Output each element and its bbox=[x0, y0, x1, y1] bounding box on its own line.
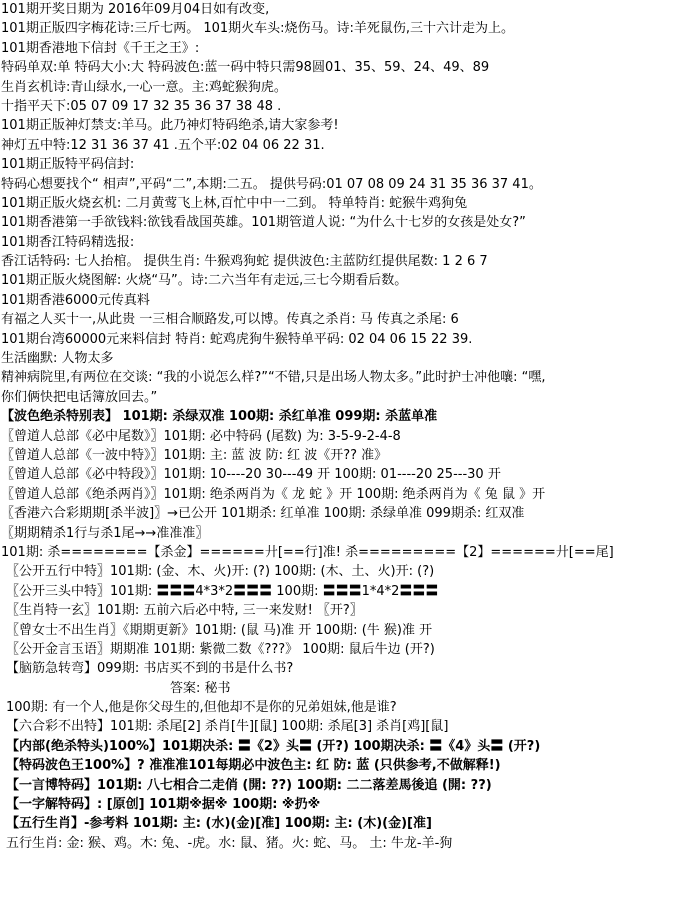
text-line: 101期正版火烧图解: 火烧“马”。诗:二六当年有走远,三七今期看后数。 bbox=[1, 273, 408, 289]
text-line: 101期香港地下信封《千王之王》: bbox=[1, 40, 200, 56]
text-line: 十指平天下:05 07 09 17 32 35 36 37 38 48 . bbox=[1, 98, 282, 114]
text-line: 101期正版特平码信封: bbox=[1, 157, 135, 173]
text-line: 【内部(绝杀特头)100%】101期决杀: 〓《2》头〓 (开?) 100期决杀: 〓《4》头〓 (开?) bbox=[6, 738, 541, 754]
text-line: 【一字解特码】: [原创] 101期※据※ 100期: ※扔※ bbox=[6, 797, 321, 813]
text-line: 101期正版四字梅花诗:三斤七两。 101期火车头:烧伤马。诗:羊死鼠伤,三十六计走为上。 bbox=[1, 21, 515, 37]
text-line: 〖香港六合彩期期[杀半波]〗→已公开 101期杀: 红单准 100期: 杀绿单准 099期杀: 红双准 bbox=[1, 506, 525, 522]
text-line: 精神病院里,有两位在交谈: “我的小说怎么样?”“不错,只是出场人物太多。”此时护士冲他嚷: “嘿, bbox=[1, 370, 546, 386]
text-line: 【波色绝杀特别表】 101期: 杀绿双准 100期: 杀红单准 099期: 杀蓝单准 bbox=[1, 409, 438, 425]
text-line: 〖曾女士不出生肖〗《期期更新》101期: (鼠 马)准 开 100期: (牛 猴)准 开 bbox=[6, 622, 433, 638]
text-line: 101期香港6000元传真料 bbox=[1, 292, 150, 308]
text-line: 生活幽默: 人物太多 bbox=[1, 351, 114, 367]
text-line: 神灯五中特:12 31 36 37 41 .五个平:02 04 06 22 31. bbox=[1, 137, 325, 153]
text-line: 〖生肖特一玄〗101期: 五前六后必中特, 三一来发财! 〖开?〗 bbox=[6, 603, 363, 619]
text-line: 101期台湾60000元来料信封 特肖: 蛇鸡虎狗牛猴特单平码: 02 04 06 15 22 39. bbox=[1, 331, 473, 347]
text-line: 有福之人买十一,从此贵 一三相合顺路发,可以博。传真之杀肖: 马 传真之杀尾: 6 bbox=[1, 312, 459, 328]
text-line: 101期正版火烧玄机: 二月黄莺飞上林,百忙中中一二到。 特单特肖: 蛇猴牛鸡狗兔 bbox=[1, 195, 468, 211]
text-line: 【特码波色王100%】? 准准准101每期必中波色主: 红 防: 蓝 (只供参考,不做解释!) bbox=[6, 758, 501, 774]
text-line: 101期开奖日期为 2016年09月04日如有改变, bbox=[1, 2, 270, 17]
text-line: 100期: 有一个人,他是你父母生的,但他却不是你的兄弟姐妹,他是谁? bbox=[6, 700, 397, 716]
text-line: 【脑筋急转弯】099期: 书店买不到的书是什么书? bbox=[6, 661, 294, 677]
text-line: 101期香江特码精选报: bbox=[1, 234, 135, 250]
text-line: 答案: 秘书 bbox=[170, 680, 231, 696]
text-line: 你们俩快把电话簿放回去。” bbox=[1, 389, 158, 405]
text-line: 香江话特码: 七人抬棺。 提供生肖: 牛猴鸡狗蛇 提供波色:主蓝防红提供尾数: 1 2 6 7 bbox=[1, 254, 488, 270]
text-line: 生肖玄机诗:青山绿水,一心一意。主:鸡蛇猴狗虎。 bbox=[1, 79, 287, 95]
text-line: 101期正版神灯禁支:羊马。此乃神灯特码绝杀,请大家参考! bbox=[1, 118, 339, 134]
text-line: 【五行生肖】-参考料 101期: 主: (水)(金)[准] 100期: 主: (木)(金)[准] bbox=[6, 816, 432, 832]
text-line: 〖曾道人总部《必中特段》〗101期: 10----20 30---49 开 100期: 01----20 25---30 开 bbox=[1, 467, 501, 483]
text-line: 〖期期精杀1行与杀1尾→→准准准〗 bbox=[1, 525, 209, 541]
text-line: 〖公开三头中特〗101期: 〓〓〓4*3*2〓〓〓 100期: 〓〓〓1*4*2〓〓〓 bbox=[6, 583, 439, 599]
text-line: 〖曾道人总部《绝杀两肖》〗101期: 绝杀两肖为《 龙 蛇 》开 100期: 绝杀两肖为《 兔 鼠 》开 bbox=[1, 486, 546, 502]
text-line: 101期: 杀========【杀金】======廾[==行]准! 杀=========【2】======廾[==尾] bbox=[1, 544, 614, 560]
text-line: 〖曾道人总部《一波中特》〗101期: 主: 蓝 波 防: 红 波《开?? 准》 bbox=[1, 447, 388, 463]
text-line: 五行生肖: 金: 猴、鸡。木: 兔、-虎。水: 鼠、猪。火: 蛇、马。 土: 牛龙-羊-狗 bbox=[6, 835, 453, 851]
text-line: 〖公开五行中特〗101期: (金、木、火)开: (?) 100期: (木、土、火)开: (?) bbox=[6, 564, 435, 580]
text-line: 〖曾道人总部《必中尾数》〗101期: 必中特码 (尾数) 为: 3-5-9-2-4-8 bbox=[1, 428, 401, 444]
text-line: 特码心想要找个“ 相声”,平码“二”,本期:二五。 提供号码:01 07 08 09 24 31 35 36 37 41。 bbox=[1, 176, 542, 192]
text-line: 特码单双:单 特码大小:大 特码波色:蓝一码中特只需98圆01、35、59、24、49、89 bbox=[1, 60, 490, 76]
text-line: 101期香港第一手欲钱料:欲钱看战国英雄。101期管道人说: “为什么十七岁的女孩是处女?” bbox=[1, 215, 526, 231]
text-line: 【六合彩不出特】101期: 杀尾[2] 杀肖[牛][鼠] 100期: 杀尾[3] 杀肖[鸡][鼠] bbox=[6, 719, 449, 735]
text-line: 【一言博特码】101期: 八七相合二走俏 (開: ??) 100期: 二二落差馬後追 (開: ??) bbox=[6, 777, 492, 793]
text-line: 〖公开金言玉语〗期期准 101期: 紫微二数《???》 100期: 鼠后牛边 (开?) bbox=[6, 641, 435, 657]
